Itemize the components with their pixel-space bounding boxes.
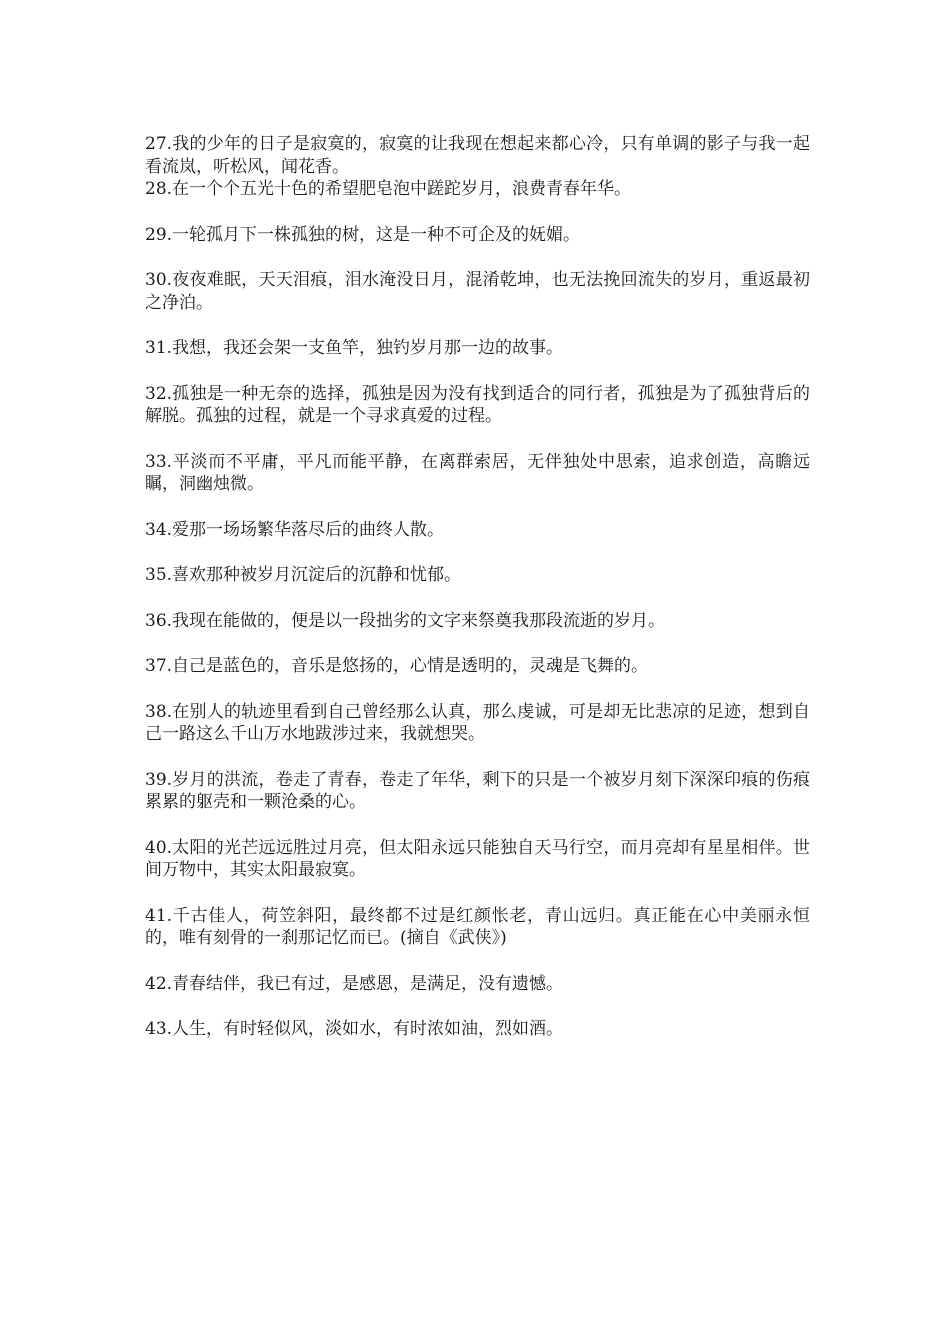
entry-35: 35.喜欢那种被岁月沉淀后的沉静和忧郁。 bbox=[145, 565, 462, 585]
entry-32: 32.孤独是一种无奈的选择，孤独是因为没有找到适合的同行者，孤独是为了孤独背后的解脱。孤独的过程，就是一个寻求真爱的过程。 bbox=[145, 383, 810, 426]
entry-28: 28.在一个个五光十色的希望肥皂泡中蹉跎岁月，浪费青春年华。 bbox=[145, 179, 632, 199]
entry-39: 39.岁月的洪流，卷走了青春，卷走了年华，剩下的只是一个被岁月刻下深深印痕的伤痕累累的躯壳和一颗沧桑的心。 bbox=[145, 769, 810, 812]
document-body bbox=[145, 133, 810, 1064]
entry-30: 30.夜夜难眠，天天泪痕，泪水淹没日月，混淆乾坤，也无法挽回流失的岁月，重返最初之净泊。 bbox=[145, 270, 810, 313]
entry-41: 41.千古佳人，荷笠斜阳，最终都不过是红颜怅老，青山远归。真正能在心中美丽永恒的，唯有刻骨的一刹那记忆而已。(摘自《武侠》) bbox=[145, 905, 810, 948]
entry-38: 38.在别人的轨迹里看到自己曾经那么认真，那么虔诚，可是却无比悲凉的足迹，想到自己一路这么千山万水地跋涉过来，我就想哭。 bbox=[145, 701, 810, 744]
entry-29: 29.一轮孤月下一株孤独的树，这是一种不可企及的妩媚。 bbox=[145, 224, 581, 245]
entry-31: 31.我想，我还会架一支鱼竿，独钓岁月那一边的故事。 bbox=[145, 338, 564, 358]
entry-42: 42.青春结伴，我已有过，是感恩，是满足，没有遗憾。 bbox=[145, 973, 564, 994]
entry-37: 37.自己是蓝色的，音乐是悠扬的，心情是透明的，灵魂是飞舞的。 bbox=[145, 656, 649, 676]
entry-43: 43.人生，有时轻似风，淡如水，有时浓如油，烈如酒。 bbox=[145, 1019, 564, 1039]
entry-36: 36.我现在能做的，便是以一段拙劣的文字来祭奠我那段流逝的岁月。 bbox=[145, 610, 666, 631]
entry-27: 27.我的少年的日子是寂寞的，寂寞的让我现在想起来都心冷，只有单调的影子与我一起看流岚，听松风，闻花香。 bbox=[145, 134, 810, 177]
entry-34: 34.爱那一场场繁华落尽后的曲终人散。 bbox=[145, 519, 445, 540]
entry-40: 40.太阳的光芒远远胜过月亮，但太阳永远只能独自天马行空，而月亮却有星星相伴。世间万物中，其实太阳最寂寞。 bbox=[145, 837, 810, 880]
entry-33: 33.平淡而不平庸，平凡而能平静，在离群索居，无伴独处中思索，追求创造，高瞻远瞩，洞幽烛微。 bbox=[145, 451, 810, 494]
